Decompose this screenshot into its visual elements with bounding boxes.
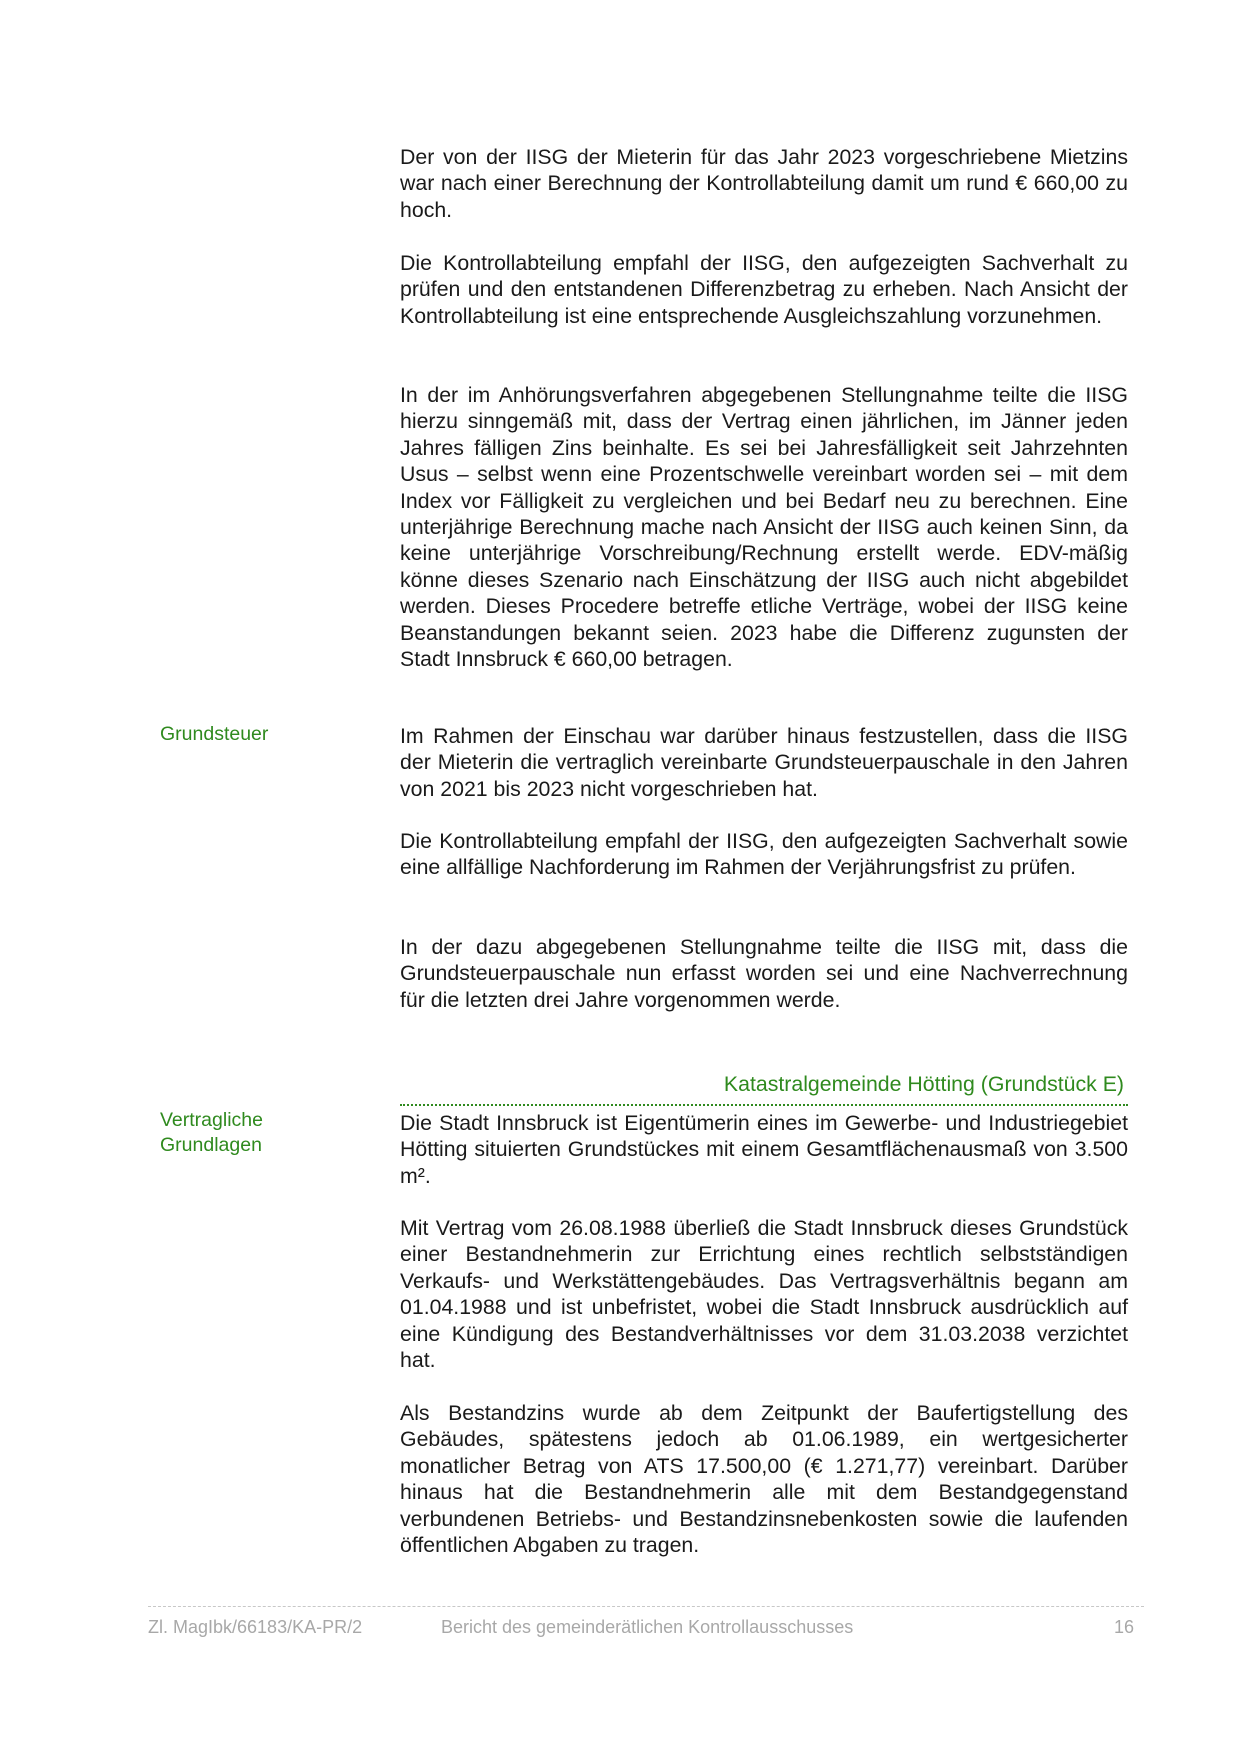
paragraph-stellungnahme-1 xyxy=(400,382,1128,672)
paragraph-empfehlung-1 xyxy=(400,250,1128,329)
footer-title: Bericht des gemeinderätlichen Kontrollausschusses xyxy=(441,1617,854,1637)
footer-page-number: 16 xyxy=(1113,1617,1134,1637)
paragraph-bestandzins xyxy=(400,1400,1128,1558)
section-heading-rule xyxy=(400,1104,1128,1106)
paragraph-stellungnahme-2 xyxy=(400,934,1128,1013)
paragraph-vertrag xyxy=(400,1215,1128,1373)
paragraph-text: Im Rahmen der Einschau war darüber hinaus festzustellen, dass die IISG der Mieterin die vertraglich vereinbarte Grundsteuerpauschale in den Jahren von 2021 bis 2023 nicht vorgeschrieben hat. xyxy=(400,724,1128,801)
paragraph-text: Die Kontrollabteilung empfahl der IISG, den aufgezeigten Sachverhalt sowie eine allfällige Nachforderung im Rahmen der Verjährungsfrist zu prüfen. xyxy=(400,829,1128,880)
paragraph-empfehlung-2 xyxy=(400,828,1128,881)
paragraph-text: Der von der IISG der Mieterin für das Jahr 2023 vorgeschriebene Mietzins war nach einer Berechnung der Kontrollabteilung damit um rund € 660,00 zu hoch. xyxy=(400,145,1128,222)
paragraph-grundsteuer xyxy=(400,723,1128,802)
side-label-line: Vertragliche xyxy=(160,1109,263,1131)
side-label-line: Grundlagen xyxy=(160,1134,262,1156)
paragraph-text: In der dazu abgegebenen Stellungnahme teilte die IISG mit, dass die Grundsteuerpauschale nun erfasst worden sei und eine Nachverrechnung für die letzten drei Jahre vorgenommen werde. xyxy=(400,935,1128,1012)
paragraph-text: In der im Anhörungsverfahren abgegebenen Stellungnahme teilte die IISG hierzu sinngemäß mit, dass der Vertrag einen jährlichen, im Jänner jeden Jahres fälligen Zins beinhalte. Es sei bei Jahresfälligkeit seit Jahrzehnten Usus – selbst wenn eine Prozentschwelle vereinbart worden sei – mit dem Index vor Fälligkeit zu vergleichen und bei Bedarf neu zu berechnen. Eine unterjährige Berechnung mache nach Ansicht der IISG auch keinen Sinn, da keine unterjährige Vorschreibung/Rechnung erstellt werde. EDV-mäßig könne dieses Szenario nach Einschätzung der IISG auch nicht abgebildet werden. Dieses Procedere betreffe etliche Verträge, wobei der IISG keine Beanstandungen bekannt seien. 2023 habe die Differenz zugunsten der Stadt Innsbruck € 660,00 betragen. xyxy=(400,383,1128,672)
paragraph-text: Die Stadt Innsbruck ist Eigentümerin eines im Gewerbe- und Industriegebiet Hötting situierten Grundstückes mit einem Gesamtflächenausmaß von 3.500 m². xyxy=(400,1111,1128,1188)
paragraph-eigentuemerin xyxy=(400,1110,1128,1189)
paragraph-text: Die Kontrollabteilung empfahl der IISG, den aufgezeigten Sachverhalt zu prüfen und den entstandenen Differenzbetrag zu erheben. Nach Ansicht der Kontrollabteilung ist eine entsprechende Ausgleichszahlung vorzunehmen. xyxy=(400,251,1128,328)
footer-divider xyxy=(148,1606,1144,1607)
paragraph-mietzins xyxy=(400,144,1128,223)
paragraph-text: Als Bestandzins wurde ab dem Zeitpunkt der Baufertigstellung des Gebäudes, spätestens jedoch ab 01.06.1989, ein wertgesicherter monatlicher Betrag von ATS 17.500,00 (€ 1.271,77) vereinbart. Darüber hinaus hat die Bestandnehmerin alle mit dem Bestandgegenstand verbundenen Betriebs- und Bestandzinsnebenkosten sowie die laufenden öffentlichen Abgaben zu tragen. xyxy=(400,1401,1128,1558)
paragraph-text: Mit Vertrag vom 26.08.1988 überließ die Stadt Innsbruck dieses Grundstück einer Bestandnehmerin zur Errichtung eines rechtlich selbstständigen Verkaufs- und Werkstättengebäudes. Das Vertragsverhältnis begann am 01.04.1988 und ist unbefristet, wobei die Stadt Innsbruck ausdrücklich auf eine Kündigung des Bestandverhältnisses vor dem 31.03.2038 verzichtet hat. xyxy=(400,1216,1128,1373)
side-label-vertragliche-grundlagen xyxy=(160,1108,380,1158)
footer-reference: Zl. MagIbk/66183/KA-PR/2 xyxy=(148,1617,363,1637)
side-label-grundsteuer: Grundsteuer xyxy=(160,723,269,745)
section-heading: Katastralgemeinde Hötting (Grundstück E) xyxy=(723,1072,1124,1096)
